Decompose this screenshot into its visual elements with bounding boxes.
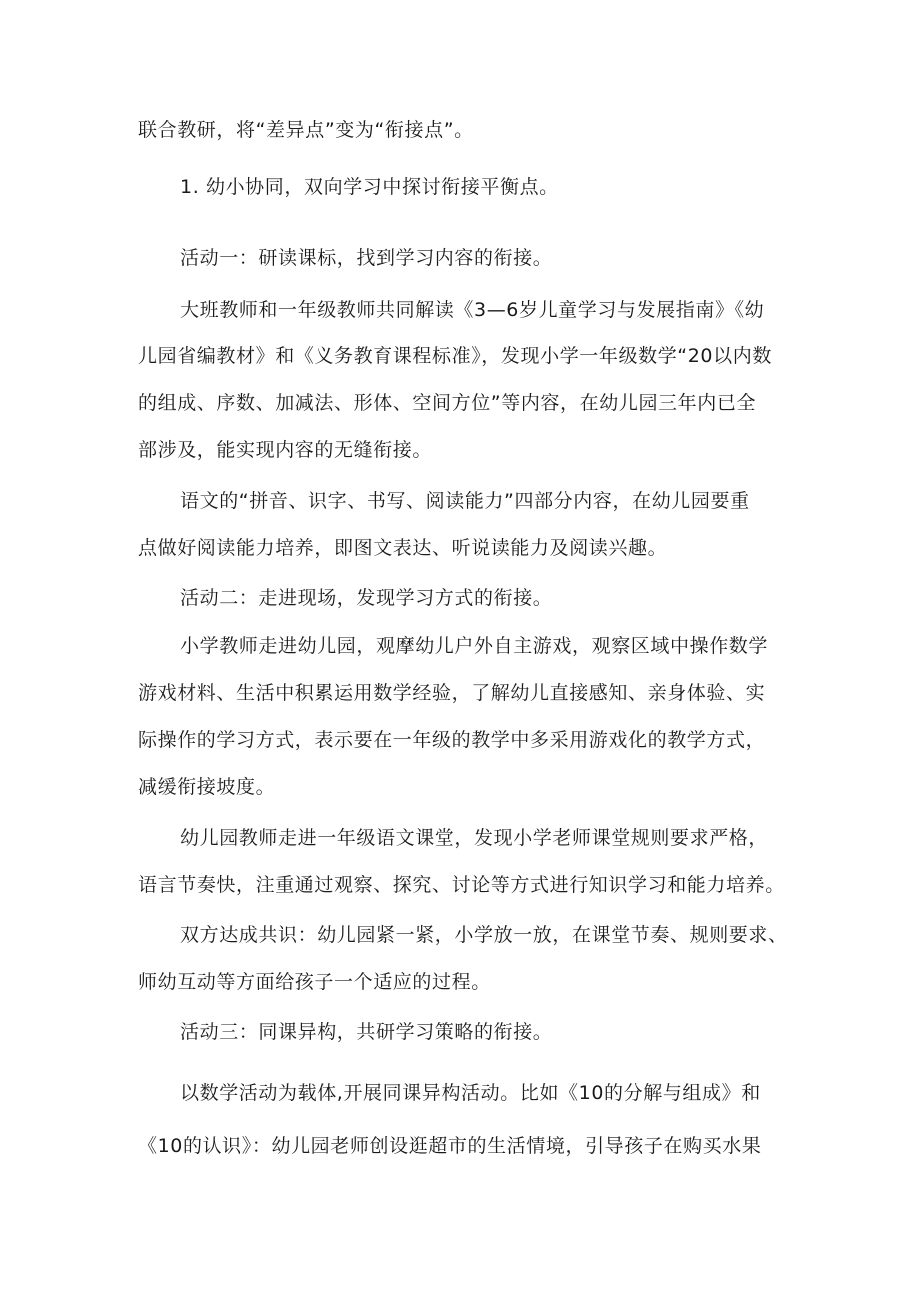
text-line: 语言节奏快，注重通过观察、探究、讨论等方式进行知识学习和能力培养。 — [138, 874, 785, 896]
text-line: 以数学活动为载体,开展同课异构活动。比如《10的分解与组成》和 — [180, 1082, 761, 1104]
text-line: 部涉及，能实现内容的无缝衔接。 — [138, 439, 433, 461]
text-line: 大班教师和一年级教师共同解读《3—6岁儿童学习与发展指南》《幼 — [180, 299, 765, 321]
activity-heading: 活动三：同课异构，共研学习策略的衔接。 — [180, 1021, 553, 1043]
text-line: 际操作的学习方式，表示要在一年级的教学中多采用游戏化的教学方式， — [138, 729, 766, 751]
text-line: 幼儿园教师走进一年级语文课堂，发现小学老师课堂规则要求严格， — [180, 827, 769, 849]
text-line: 语文的“拼音、识字、书写、阅读能力”四部分内容，在幼儿园要重 — [180, 490, 750, 512]
text-line: 小学教师走进幼儿园，观摩幼儿户外自主游戏，观察区域中操作数学 — [180, 635, 769, 657]
text-line: 儿园省编教材》和《义务教育课程标准》，发现小学一年级数学“20以内数 — [138, 345, 772, 367]
text-line: 的组成、序数、加减法、形体、空间方位”等内容，在幼儿园三年内已全 — [138, 392, 757, 414]
text-line: 游戏材料、生活中积累运用数学经验，了解幼儿直接感知、亲身体验、实 — [138, 682, 766, 704]
text-line: 《10的认识》：幼儿园老师创设逛超市的生活情境，引导孩子在购买水果 — [138, 1135, 762, 1157]
text-line: 减缓衔接坡度。 — [138, 776, 276, 798]
text-line: 师幼互动等方面给孩子一个适应的过程。 — [138, 971, 491, 993]
activity-heading: 活动二：走进现场，发现学习方式的衔接。 — [180, 587, 553, 609]
activity-heading: 活动一：研读课标，找到学习内容的衔接。 — [180, 247, 553, 269]
text-line: 双方达成共识：幼儿园紧一紧，小学放一放，在课堂节奏、规则要求、 — [180, 924, 788, 946]
text-line: 联合教研，将“差异点”变为“衔接点”。 — [138, 119, 474, 141]
text-line: 点做好阅读能力培养，即图文表达、听说读能力及阅读兴趣。 — [138, 537, 668, 559]
section-heading: 1. 幼小协同，双向学习中探讨衔接平衡点。 — [180, 176, 559, 198]
